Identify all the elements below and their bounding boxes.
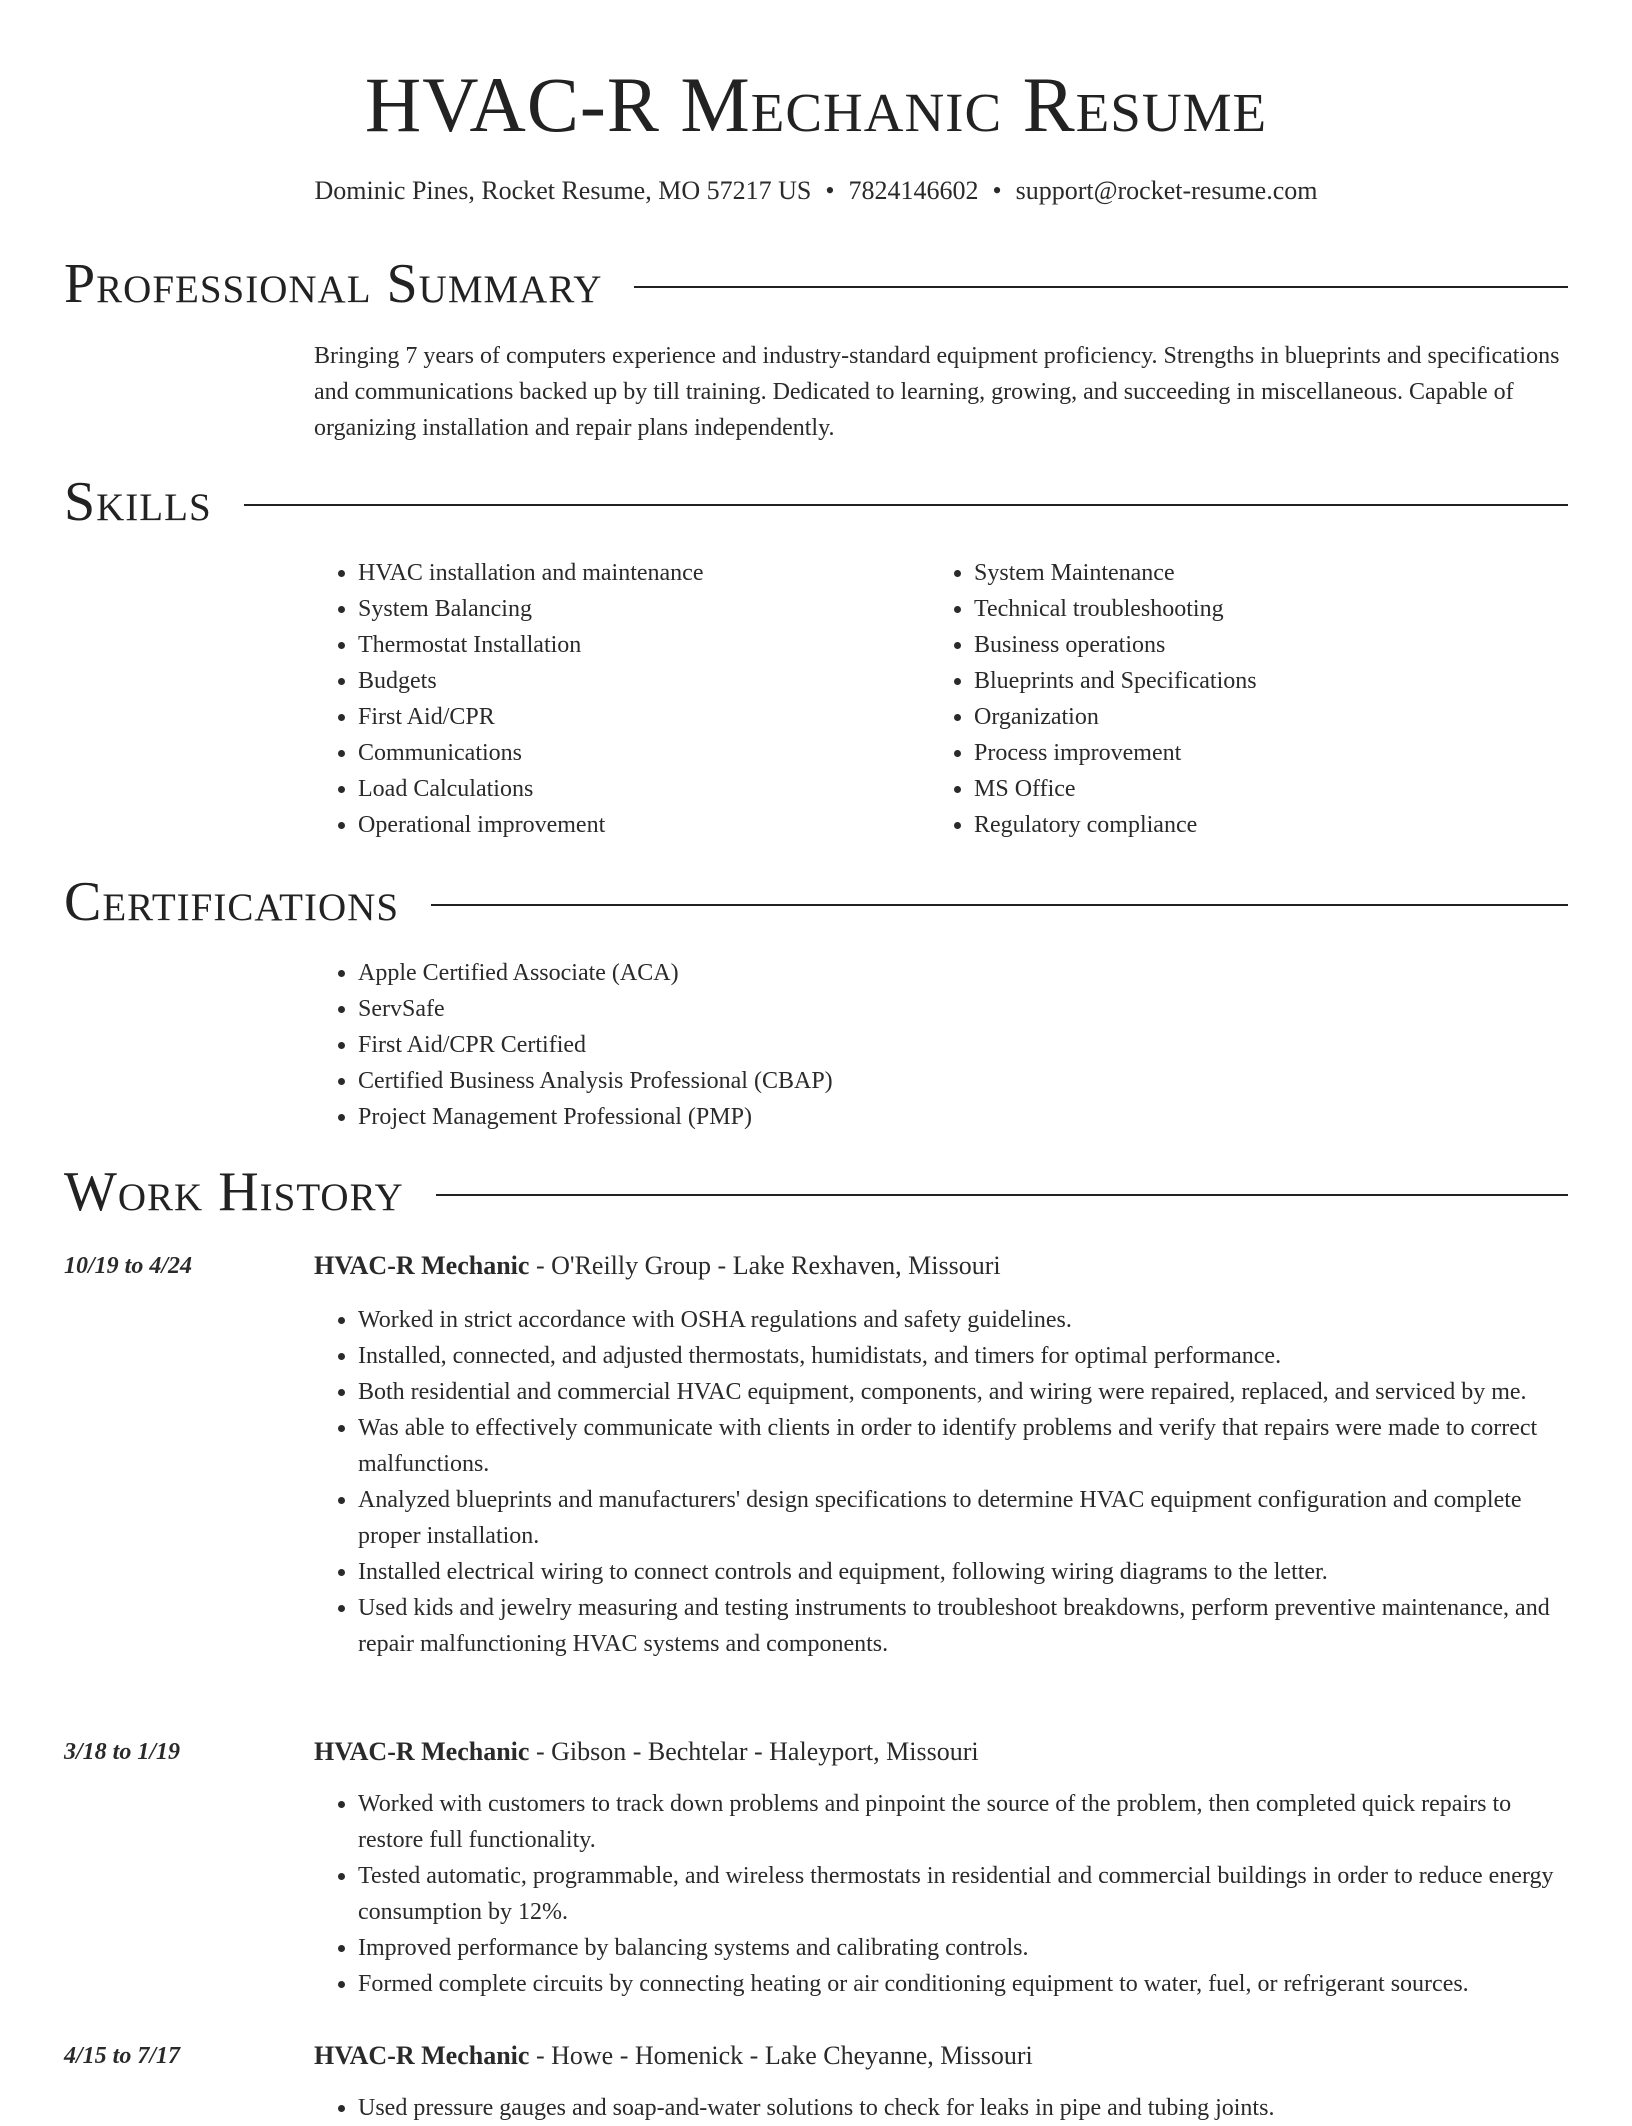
skill-item: • Thermostat Installation (358, 627, 914, 663)
certification-item: • Project Management Professional (PMP) (358, 1099, 1568, 1135)
contact-line (0, 174, 1632, 208)
skill-item: • Technical troubleshooting (974, 591, 1550, 627)
job-employer: - Gibson - Bechtelar - Haleyport, Missouri (529, 1737, 979, 1766)
job-bullet: • Analyzed blueprints and manufacturers' design specifications to determine HVAC equipment configuration and complete proper installation. (358, 1482, 1568, 1554)
job-heading (314, 2038, 1568, 2074)
skill-item: • Regulatory compliance (974, 807, 1550, 843)
job-bullet: • Both residential and commercial HVAC equipment, components, and wiring were repaired, replaced, and serviced by me. (358, 1374, 1568, 1410)
job-title: HVAC-R Mechanic (314, 2041, 530, 2070)
certification-item: • Apple Certified Associate (ACA) (358, 955, 1568, 991)
section-title: Professional Summary (64, 253, 603, 315)
section-divider (436, 1194, 1568, 1196)
job-title: HVAC-R Mechanic (314, 1251, 530, 1280)
job-dates: 3/18 to 1/19 (64, 1739, 181, 1765)
job-bullets (314, 1302, 1568, 1662)
skills-column-left (314, 555, 914, 843)
section-heading-summary (64, 252, 1568, 316)
job-bullet: • Formed complete circuits by connecting heating or air conditioning equipment to water, fuel, or refrigerant sources. (358, 1966, 1568, 2002)
job-bullet: • Installed electrical wiring to connect controls and equipment, following wiring diagrams to the letter. (358, 1554, 1568, 1590)
skill-item: • Budgets (358, 663, 914, 699)
section-heading-skills (64, 470, 1568, 534)
job-bullet: • Tested automatic, programmable, and wireless thermostats in residential and commercial buildings in order to reduce energy consumption by 12%. (358, 1858, 1568, 1930)
job-title: HVAC-R Mechanic (314, 1737, 530, 1766)
certification-item: • ServSafe (358, 991, 1568, 1027)
certification-item: • Certified Business Analysis Professional (CBAP) (358, 1063, 1568, 1099)
skill-item: • Process improvement (974, 735, 1550, 771)
skill-item: • First Aid/CPR (358, 699, 914, 735)
resume-title: HVAC-R Mechanic Resume (364, 61, 1268, 148)
skill-item: • MS Office (974, 771, 1550, 807)
bullet-separator: • (825, 176, 835, 205)
job-bullet: • Was able to effectively communicate with clients in order to identify problems and verify that repairs were made to correct malfunctions. (358, 1410, 1568, 1482)
section-divider (431, 904, 1568, 906)
section-heading-certifications (64, 870, 1568, 934)
skill-item: • Operational improvement (358, 807, 914, 843)
contact-address: Dominic Pines, Rocket Resume, MO 57217 US (314, 176, 812, 205)
job-bullet: • Worked with customers to track down problems and pinpoint the source of the problem, then completed quick repairs to restore full functionality. (358, 1786, 1568, 1858)
summary-text: Bringing 7 years of computers experience and industry-standard equipment proficiency. Strengths in blueprints and specifications and communications backed up by till training. Dedicated to learning, growing, and succeeding in miscellaneous. Capable of organizing installation and repair plans independently. (314, 343, 1560, 441)
job-heading (314, 1248, 1568, 1284)
job-bullet: • Worked in strict accordance with OSHA regulations and safety guidelines. (358, 1302, 1568, 1338)
bullet-separator: • (992, 176, 1002, 205)
section-heading-work-history (64, 1160, 1568, 1224)
skill-item: • Communications (358, 735, 914, 771)
certification-item: • First Aid/CPR Certified (358, 1027, 1568, 1063)
job-employer: - O'Reilly Group - Lake Rexhaven, Missouri (529, 1251, 1001, 1280)
section-divider (634, 286, 1568, 288)
job-bullet: • Used pressure gauges and soap-and-water solutions to check for leaks in pipe and tubing joints. (358, 2090, 1568, 2126)
job-bullet: • Improved performance by balancing systems and calibrating controls. (358, 1930, 1568, 1966)
section-divider (244, 504, 1568, 506)
job-dates: 4/15 to 7/17 (64, 2043, 181, 2069)
skill-item: • Business operations (974, 627, 1550, 663)
skill-item: • Organization (974, 699, 1550, 735)
certifications-list (314, 955, 1568, 1135)
section-title: Skills (64, 471, 212, 533)
skill-item: • Blueprints and Specifications (974, 663, 1550, 699)
job-heading (314, 1734, 1568, 1770)
job-bullets (314, 1786, 1568, 2002)
skill-item: • System Balancing (358, 591, 914, 627)
skill-item: • HVAC installation and maintenance (358, 555, 914, 591)
job-bullets (314, 2090, 1568, 2126)
contact-email: support@rocket-resume.com (1015, 176, 1318, 205)
skill-item: • System Maintenance (974, 555, 1550, 591)
contact-phone: 7824146602 (848, 176, 979, 205)
job-dates: 10/19 to 4/24 (64, 1253, 193, 1279)
section-title: Certifications (64, 871, 400, 933)
skills-column-right (930, 555, 1550, 843)
job-employer: - Howe - Homenick - Lake Cheyanne, Missouri (529, 2041, 1033, 2070)
skill-item: • Load Calculations (358, 771, 914, 807)
job-bullet: • Used kids and jewelry measuring and testing instruments to troubleshoot breakdowns, perform preventive maintenance, and repair malfunctioning HVAC systems and components. (358, 1590, 1568, 1662)
section-title: Work History (64, 1161, 404, 1223)
job-bullet: • Installed, connected, and adjusted thermostats, humidistats, and timers for optimal performance. (358, 1338, 1568, 1374)
